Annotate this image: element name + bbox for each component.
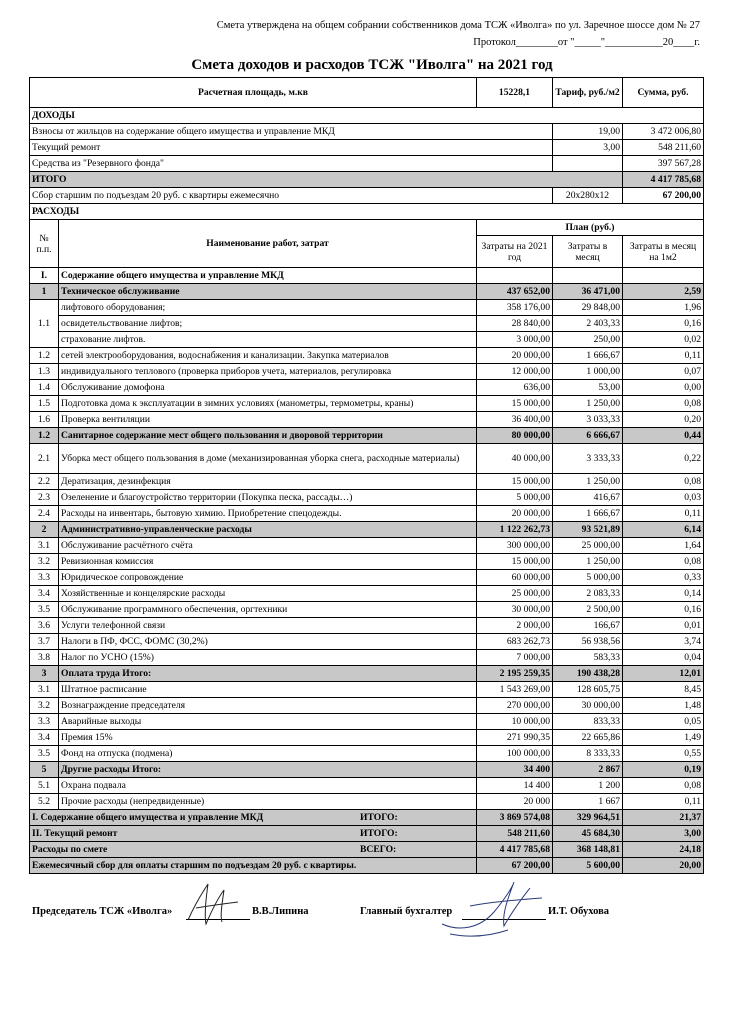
row-m2: 0,08 xyxy=(623,396,704,412)
approval-line: Смета утверждена на общем собрании собственников дома ТСЖ «Иволга» по ул. Заречное шоссе дом № 27 xyxy=(216,20,700,31)
section-empty xyxy=(553,268,623,284)
row-month: 190 438,28 xyxy=(553,666,623,682)
item-row xyxy=(30,538,704,554)
row-year: 1 122 262,73 xyxy=(477,522,553,538)
income-tariff xyxy=(553,156,623,172)
item-row xyxy=(30,682,704,698)
item-row xyxy=(30,490,704,506)
row-month: 8 333,33 xyxy=(553,746,623,762)
row-m2: 0,08 xyxy=(623,554,704,570)
row-month: 166,67 xyxy=(553,618,623,634)
row-name: Фонд на отпуска (подмена) xyxy=(59,746,477,762)
row-no: 2.1 xyxy=(30,444,59,474)
row-month: 3 333,33 xyxy=(553,444,623,474)
row-year: 5 000,00 xyxy=(477,490,553,506)
item-row xyxy=(30,698,704,714)
row-name: Охрана подвала xyxy=(59,778,477,794)
row-name: Оплата труда Итого: xyxy=(59,666,477,682)
fee-row xyxy=(30,188,704,204)
section-row xyxy=(30,268,704,284)
row-m2: 1,96 xyxy=(623,300,704,316)
row-no: 3.4 xyxy=(30,730,59,746)
row-month: 128 605,75 xyxy=(553,682,623,698)
row-name: Юридическое сопровождение xyxy=(59,570,477,586)
row-year: 20 000,00 xyxy=(477,506,553,522)
totals-m2: 21,37 xyxy=(623,810,704,826)
totals-row xyxy=(30,826,704,842)
row-no: 3.7 xyxy=(30,634,59,650)
row-year: 28 840,00 xyxy=(477,316,553,332)
row-month: 583,33 xyxy=(553,650,623,666)
row-year: 30 000,00 xyxy=(477,602,553,618)
col-plan-header: План (руб.) xyxy=(477,220,704,236)
row-month: 25 000,00 xyxy=(553,538,623,554)
row-m2: 6,14 xyxy=(623,522,704,538)
chair-role: Председатель ТСЖ «Иволга» xyxy=(32,906,173,917)
row-no: 5 xyxy=(30,762,59,778)
row-year: 1 543 269,00 xyxy=(477,682,553,698)
row-name: Проверка вентиляции xyxy=(59,412,477,428)
chair-signature-scribble xyxy=(178,880,250,928)
row-name: Ревизионная комиссия xyxy=(59,554,477,570)
income-total-label: ИТОГО xyxy=(30,172,623,188)
col-year-header: Затраты на 2021 год xyxy=(477,236,553,268)
row-name: Дератизация, дезинфекция xyxy=(59,474,477,490)
income-sum: 397 567,28 xyxy=(623,156,704,172)
area-label: Расчетная площадь, м.кв xyxy=(30,78,477,108)
income-total-sum: 4 417 785,68 xyxy=(623,172,704,188)
row-year: 34 400 xyxy=(477,762,553,778)
income-row xyxy=(30,156,704,172)
row-month: 30 000,00 xyxy=(553,698,623,714)
totals-name: II. Текущий ремонт xyxy=(32,828,118,839)
item-row xyxy=(30,602,704,618)
expenses-heading-row xyxy=(30,204,704,220)
income-heading: ДОХОДЫ xyxy=(30,108,704,124)
item-row xyxy=(30,778,704,794)
row-m2: 0,04 xyxy=(623,650,704,666)
totals-tag: ИТОГО: xyxy=(360,828,398,839)
sum-header: Сумма, руб. xyxy=(623,78,704,108)
accountant-signature-scribble xyxy=(430,872,550,942)
income-label: Средства из "Резервного фонда" xyxy=(30,156,553,172)
item-row xyxy=(30,586,704,602)
row-year: 271 990,35 xyxy=(477,730,553,746)
row-name: Другие расходы Итого: xyxy=(59,762,477,778)
row-name: Вознаграждение председателя xyxy=(59,698,477,714)
fee-label: Сбор старшим по подъездам 20 руб. с квартиры ежемесячно xyxy=(30,188,553,204)
row-year: 300 000,00 xyxy=(477,538,553,554)
row-no: 1.1 xyxy=(30,300,59,348)
totals-year: 3 869 574,08 xyxy=(477,810,553,826)
col-no-header: № п.п. xyxy=(30,220,59,268)
row-month: 1 250,00 xyxy=(553,554,623,570)
item-row xyxy=(30,396,704,412)
row-year: 12 000,00 xyxy=(477,364,553,380)
totals-month: 5 600,00 xyxy=(553,858,623,874)
row-name: Услуги телефонной связи xyxy=(59,618,477,634)
approval-note xyxy=(217,17,700,51)
income-label: Взносы от жильцов на содержание общего имущества и управление МКД xyxy=(30,124,553,140)
page-title: Смета доходов и расходов ТСЖ "Иволга" на 2021 год xyxy=(191,57,553,73)
row-name: Налог по УСНО (15%) xyxy=(59,650,477,666)
income-label: Текущий ремонт xyxy=(30,140,553,156)
totals-name: Расходы по смете xyxy=(32,844,108,855)
row-no: 5.1 xyxy=(30,778,59,794)
row-name: Озеленение и благоустройство территории (Покупка песка, рассады…) xyxy=(59,490,477,506)
item-row xyxy=(30,474,704,490)
row-month: 1 200 xyxy=(553,778,623,794)
totals-name: I. Содержание общего имущества и управление МКД xyxy=(32,812,264,823)
item-row xyxy=(30,618,704,634)
row-m2: 1,49 xyxy=(623,730,704,746)
row-month: 22 665,86 xyxy=(553,730,623,746)
totals-tag: ИТОГО: xyxy=(360,812,398,823)
item-row xyxy=(30,634,704,650)
totals-row xyxy=(30,810,704,826)
row-name: страхование лифтов. xyxy=(59,332,477,348)
totals-label xyxy=(30,858,477,874)
row-no: 3.5 xyxy=(30,746,59,762)
row-no: 3.1 xyxy=(30,538,59,554)
row-name: лифтового оборудования; xyxy=(59,300,477,316)
row-name: Административно-управленческие расходы xyxy=(59,522,477,538)
fee-formula: 20х280х12 xyxy=(553,188,623,204)
row-no: 1.2 xyxy=(30,348,59,364)
row-m2: 0,14 xyxy=(623,586,704,602)
row-no: 1.5 xyxy=(30,396,59,412)
row-no: 2.3 xyxy=(30,490,59,506)
row-no: 2.4 xyxy=(30,506,59,522)
item-row xyxy=(30,300,704,316)
totals-name: Ежемесячный сбор для оплаты старшим по подъездам 20 руб. с квартиры. xyxy=(32,860,357,871)
row-m2: 0,07 xyxy=(623,364,704,380)
row-month: 1 250,00 xyxy=(553,474,623,490)
row-name: Прочие расходы (непредвиденные) xyxy=(59,794,477,810)
row-no: 3 xyxy=(30,666,59,682)
group-row xyxy=(30,666,704,682)
row-no: 1.6 xyxy=(30,412,59,428)
row-year: 7 000,00 xyxy=(477,650,553,666)
row-no: 3.4 xyxy=(30,586,59,602)
row-year: 636,00 xyxy=(477,380,553,396)
accountant-role: Главный бухгалтер xyxy=(360,906,453,917)
row-m2: 8,45 xyxy=(623,682,704,698)
row-no: 1.4 xyxy=(30,380,59,396)
totals-tag: ВСЕГО: xyxy=(360,844,397,855)
row-no: 3.8 xyxy=(30,650,59,666)
row-name: Санитарное содержание мест общего пользования и дворовой территории xyxy=(59,428,477,444)
row-year: 15 000,00 xyxy=(477,474,553,490)
row-m2: 2,59 xyxy=(623,284,704,300)
row-name: Подготовка дома к эксплуатации в зимних условиях (манометры, термометры, краны) xyxy=(59,396,477,412)
totals-year: 548 211,60 xyxy=(477,826,553,842)
expenses-header-row xyxy=(30,220,704,236)
row-month: 1 666,67 xyxy=(553,506,623,522)
row-month: 416,67 xyxy=(553,490,623,506)
row-m2: 12,01 xyxy=(623,666,704,682)
row-month: 2 403,33 xyxy=(553,316,623,332)
row-month: 93 521,89 xyxy=(553,522,623,538)
item-row xyxy=(30,570,704,586)
row-no: 3.6 xyxy=(30,618,59,634)
row-no: 3.5 xyxy=(30,602,59,618)
row-m2: 0,08 xyxy=(623,778,704,794)
row-month: 56 938,56 xyxy=(553,634,623,650)
row-m2: 0,55 xyxy=(623,746,704,762)
row-year: 2 195 259,35 xyxy=(477,666,553,682)
item-row xyxy=(30,794,704,810)
row-name: Обслуживание расчётного счёта xyxy=(59,538,477,554)
row-m2: 0,16 xyxy=(623,602,704,618)
row-month: 36 471,00 xyxy=(553,284,623,300)
row-no: 1.2 xyxy=(30,428,59,444)
accountant-name: И.Т. Обухова xyxy=(548,906,610,917)
row-m2: 0,33 xyxy=(623,570,704,586)
totals-month: 45 684,30 xyxy=(553,826,623,842)
row-name: Расходы на инвентарь, бытовую химию. Приобретение спецодежды. xyxy=(59,506,477,522)
row-m2: 0,01 xyxy=(623,618,704,634)
item-row xyxy=(30,714,704,730)
totals-month: 368 148,81 xyxy=(553,842,623,858)
totals-year: 4 417 785,68 xyxy=(477,842,553,858)
area-value: 15228,1 xyxy=(477,78,553,108)
section-no: I. xyxy=(30,268,59,284)
row-m2: 0,16 xyxy=(623,316,704,332)
row-m2: 1,48 xyxy=(623,698,704,714)
totals-m2: 3,00 xyxy=(623,826,704,842)
row-year: 683 262,73 xyxy=(477,634,553,650)
row-name: Хозяйственные и концелярские расходы xyxy=(59,586,477,602)
item-row xyxy=(30,412,704,428)
row-year: 3 000,00 xyxy=(477,332,553,348)
income-sum: 3 472 006,80 xyxy=(623,124,704,140)
totals-label xyxy=(30,826,477,842)
row-year: 437 652,00 xyxy=(477,284,553,300)
totals-row xyxy=(30,842,704,858)
item-row xyxy=(30,444,704,474)
row-year: 15 000,00 xyxy=(477,554,553,570)
row-no: 3.2 xyxy=(30,554,59,570)
row-year: 10 000,00 xyxy=(477,714,553,730)
row-no: 3.3 xyxy=(30,570,59,586)
row-name: Обслуживание домофона xyxy=(59,380,477,396)
row-name: Премия 15% xyxy=(59,730,477,746)
item-row xyxy=(30,332,704,348)
row-no: 2 xyxy=(30,522,59,538)
row-year: 36 400,00 xyxy=(477,412,553,428)
row-month: 3 033,33 xyxy=(553,412,623,428)
row-m2: 1,64 xyxy=(623,538,704,554)
section-title: Содержание общего имущества и управление МКД xyxy=(59,268,477,284)
income-total-row xyxy=(30,172,704,188)
row-m2: 0,19 xyxy=(623,762,704,778)
fee-sum: 67 200,00 xyxy=(623,188,704,204)
item-row xyxy=(30,348,704,364)
row-no: 1.3 xyxy=(30,364,59,380)
group-row xyxy=(30,284,704,300)
row-m2: 0,08 xyxy=(623,474,704,490)
row-month: 53,00 xyxy=(553,380,623,396)
row-month: 2 867 xyxy=(553,762,623,778)
row-m2: 0,03 xyxy=(623,490,704,506)
estimate-table xyxy=(29,77,704,874)
row-m2: 0,11 xyxy=(623,506,704,522)
row-month: 1 666,67 xyxy=(553,348,623,364)
income-row xyxy=(30,124,704,140)
row-name: сетей электрооборудования, водоснабжения и канализации. Закупка материалов xyxy=(59,348,477,364)
totals-label xyxy=(30,810,477,826)
row-year: 100 000,00 xyxy=(477,746,553,762)
row-year: 80 000,00 xyxy=(477,428,553,444)
row-no: 3.2 xyxy=(30,698,59,714)
item-row xyxy=(30,746,704,762)
row-m2: 0,44 xyxy=(623,428,704,444)
row-month: 833,33 xyxy=(553,714,623,730)
item-row xyxy=(30,380,704,396)
item-row xyxy=(30,364,704,380)
col-m2-header: Затраты в месяц на 1м2 xyxy=(623,236,704,268)
row-year: 20 000 xyxy=(477,794,553,810)
row-year: 14 400 xyxy=(477,778,553,794)
col-month-header: Затраты в месяц xyxy=(553,236,623,268)
row-month: 29 848,00 xyxy=(553,300,623,316)
row-year: 40 000,00 xyxy=(477,444,553,474)
row-m2: 0,02 xyxy=(623,332,704,348)
income-sum: 548 211,60 xyxy=(623,140,704,156)
row-month: 2 500,00 xyxy=(553,602,623,618)
item-row xyxy=(30,730,704,746)
group-row xyxy=(30,428,704,444)
row-m2: 3,74 xyxy=(623,634,704,650)
chair-name: В.В.Липина xyxy=(252,906,309,917)
row-name: Обслуживание программного обеспечения, оргтехники xyxy=(59,602,477,618)
item-row xyxy=(30,316,704,332)
row-month: 250,00 xyxy=(553,332,623,348)
row-m2: 0,11 xyxy=(623,348,704,364)
row-month: 1 000,00 xyxy=(553,364,623,380)
income-tariff: 19,00 xyxy=(553,124,623,140)
protocol-line: Протокол________от "_____"___________20____г. xyxy=(473,37,700,48)
section-empty xyxy=(477,268,553,284)
item-row xyxy=(30,650,704,666)
income-heading-row xyxy=(30,108,704,124)
totals-label xyxy=(30,842,477,858)
item-row xyxy=(30,554,704,570)
row-no: 1 xyxy=(30,284,59,300)
row-name: освидетельствование лифтов; xyxy=(59,316,477,332)
header-row xyxy=(30,78,704,108)
group-row xyxy=(30,522,704,538)
income-row xyxy=(30,140,704,156)
row-no: 2.2 xyxy=(30,474,59,490)
section-empty xyxy=(623,268,704,284)
row-name: Техническое обслуживание xyxy=(59,284,477,300)
row-m2: 0,20 xyxy=(623,412,704,428)
row-month: 6 666,67 xyxy=(553,428,623,444)
row-no: 5.2 xyxy=(30,794,59,810)
row-m2: 0,05 xyxy=(623,714,704,730)
row-year: 2 000,00 xyxy=(477,618,553,634)
row-month: 1 667 xyxy=(553,794,623,810)
row-no: 3.1 xyxy=(30,682,59,698)
row-year: 270 000,00 xyxy=(477,698,553,714)
expenses-heading: РАСХОДЫ xyxy=(30,204,704,220)
row-year: 60 000,00 xyxy=(477,570,553,586)
row-m2: 0,22 xyxy=(623,444,704,474)
totals-month: 329 964,51 xyxy=(553,810,623,826)
row-year: 20 000,00 xyxy=(477,348,553,364)
row-month: 2 083,33 xyxy=(553,586,623,602)
estimate-table-body xyxy=(30,78,704,874)
totals-m2: 20,00 xyxy=(623,858,704,874)
totals-row xyxy=(30,858,704,874)
row-name: Уборка мест общего пользования в доме (механизированная уборка снега, расходные материалы) xyxy=(59,444,477,474)
row-year: 25 000,00 xyxy=(477,586,553,602)
item-row xyxy=(30,506,704,522)
row-month: 1 250,00 xyxy=(553,396,623,412)
row-name: Аварийные выходы xyxy=(59,714,477,730)
row-month: 5 000,00 xyxy=(553,570,623,586)
row-name: Налоги в ПФ, ФСС, ФОМС (30,2%) xyxy=(59,634,477,650)
row-no: 3.3 xyxy=(30,714,59,730)
tariff-header: Тариф, руб./м2 xyxy=(553,78,623,108)
row-name: индивидуального теплового (проверка приборов учета, материалов, регулировка xyxy=(59,364,477,380)
income-tariff: 3,00 xyxy=(553,140,623,156)
row-m2: 0,11 xyxy=(623,794,704,810)
row-year: 358 176,00 xyxy=(477,300,553,316)
totals-m2: 24,18 xyxy=(623,842,704,858)
row-m2: 0,00 xyxy=(623,380,704,396)
row-year: 15 000,00 xyxy=(477,396,553,412)
col-name-header: Наименование работ, затрат xyxy=(59,220,477,268)
row-name: Штатное расписание xyxy=(59,682,477,698)
totals-year: 67 200,00 xyxy=(477,858,553,874)
group-row xyxy=(30,762,704,778)
